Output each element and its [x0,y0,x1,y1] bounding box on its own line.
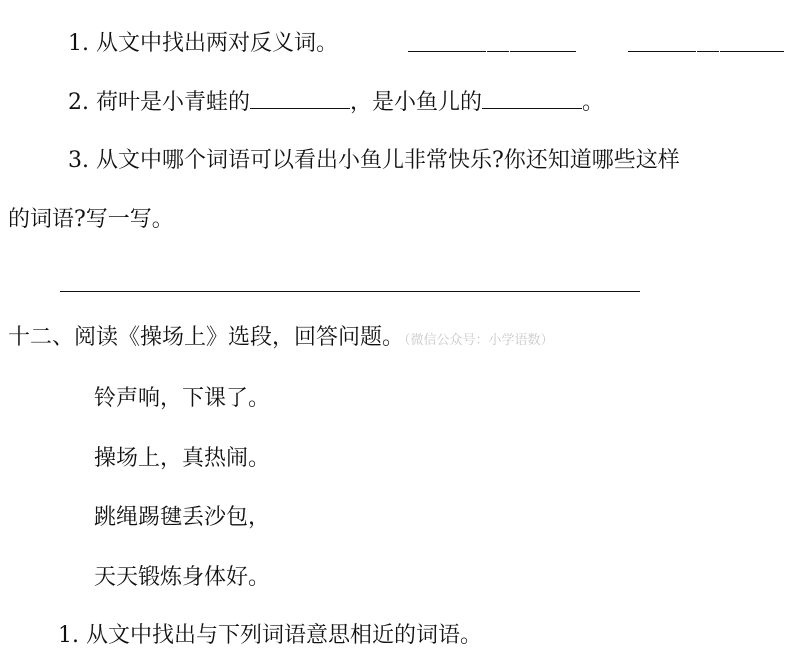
question-2-middle: ，是小鱼儿的 [349,90,482,115]
question-3-text-cont: 的词语?写一写。 [8,207,174,232]
answer-blank[interactable] [510,29,576,52]
dash-separator [487,39,509,52]
poem-line-text: 操场上，真热闹。 [94,446,271,471]
poem-line-text: 天天锻炼身体好。 [94,565,271,590]
antonym-pair-1 [408,29,576,61]
answer-blank[interactable] [408,29,486,52]
question-2 [68,86,604,118]
poem-line-text: 跳绳踢毽丢沙包， [94,505,271,530]
question-2-prefix: 2. 荷叶是小青蛙的 [68,90,250,115]
question-1-text: 1. 从文中找出两对反义词。 [68,31,338,56]
antonym-pair-2 [628,29,784,61]
section-12-heading [8,323,554,356]
poem-line [94,444,270,474]
section-heading-text: 十二、阅读《操场上》选段，回答问题。 [8,325,405,350]
watermark: （微信公众号：小学语数） [404,333,554,348]
question-3-text: 3. 从文中哪个词语可以看出小鱼儿非常快乐?你还知道哪些这样 [68,148,680,173]
answer-blank[interactable] [628,29,696,52]
question-3-line-1 [68,146,680,176]
dash-separator [697,39,719,52]
answer-blank[interactable] [482,86,582,109]
answer-blank[interactable] [250,86,350,109]
poem-line-text: 铃声响，下课了。 [94,386,271,411]
question-2-suffix: 。 [582,90,605,115]
poem-line [94,503,270,533]
question-3-line-2 [8,205,174,235]
question-text: 1. 从文中找出与下列词语意思相近的词语。 [58,623,482,648]
section-12-question-1 [58,621,482,651]
question-1 [68,29,338,59]
answer-line[interactable] [60,291,640,292]
poem-line [94,563,270,593]
poem-line [94,384,270,414]
answer-blank[interactable] [720,29,784,52]
